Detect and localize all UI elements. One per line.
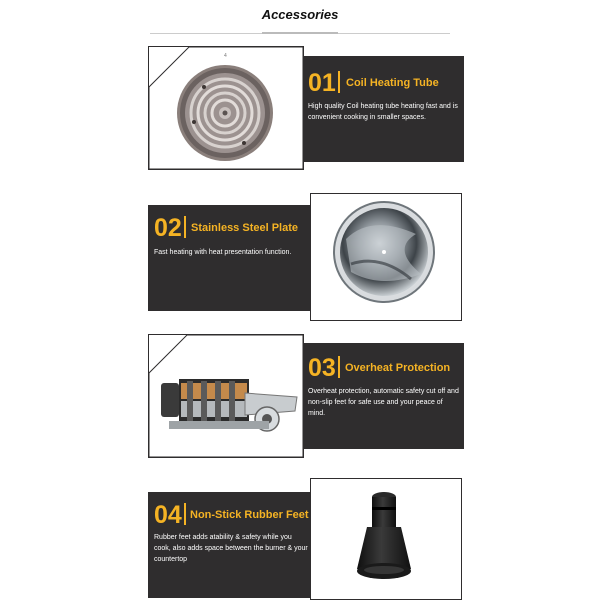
- section-02-heading: Stainless Steel Plate: [191, 222, 298, 234]
- section-04-heading-bar: [184, 503, 186, 525]
- section-03-description: Overheat protection, automatic safety cut off and non-slip feet for safe use and your peace of mind.: [308, 388, 459, 417]
- coil-heating-tube-photo: [149, 47, 303, 169]
- section-04-number: 04: [154, 501, 182, 529]
- stainless-steel-plate-photo: [311, 194, 461, 320]
- section-03-number: 03: [308, 354, 336, 382]
- section-01-heading: Coil Heating Tube: [346, 77, 439, 89]
- section-03-heading: Overheat Protection: [345, 362, 451, 374]
- section-01-number: 01: [308, 69, 336, 97]
- section-03-image-frame: [148, 334, 304, 458]
- page-title: Accessories: [261, 7, 339, 22]
- section-03-heading-bar: [338, 356, 340, 378]
- rubber-foot-photo: [311, 479, 461, 599]
- section-02-image-frame: [310, 193, 462, 321]
- section-02-number: 02: [154, 214, 182, 242]
- section-01-image-frame: [148, 46, 304, 170]
- section-02-description: Fast heating with heat presentation function.: [154, 249, 292, 256]
- title-divider-accent: [262, 32, 338, 34]
- section-01-description: High quality Coil heating tube heating fast and is convenient cooking in smaller spaces.: [308, 103, 458, 121]
- section-04-image-frame: [310, 478, 462, 600]
- section-04-description: Rubber feet adds atability & safety while you cook, also adds space between the burner & your countertop: [154, 534, 308, 563]
- thermostat-photo: [149, 335, 303, 457]
- section-02-heading-bar: [184, 216, 186, 238]
- section-04-heading: Non-Stick Rubber Feet: [190, 509, 309, 521]
- svg-text:4: 4: [224, 53, 227, 59]
- section-01-heading-bar: [338, 71, 340, 93]
